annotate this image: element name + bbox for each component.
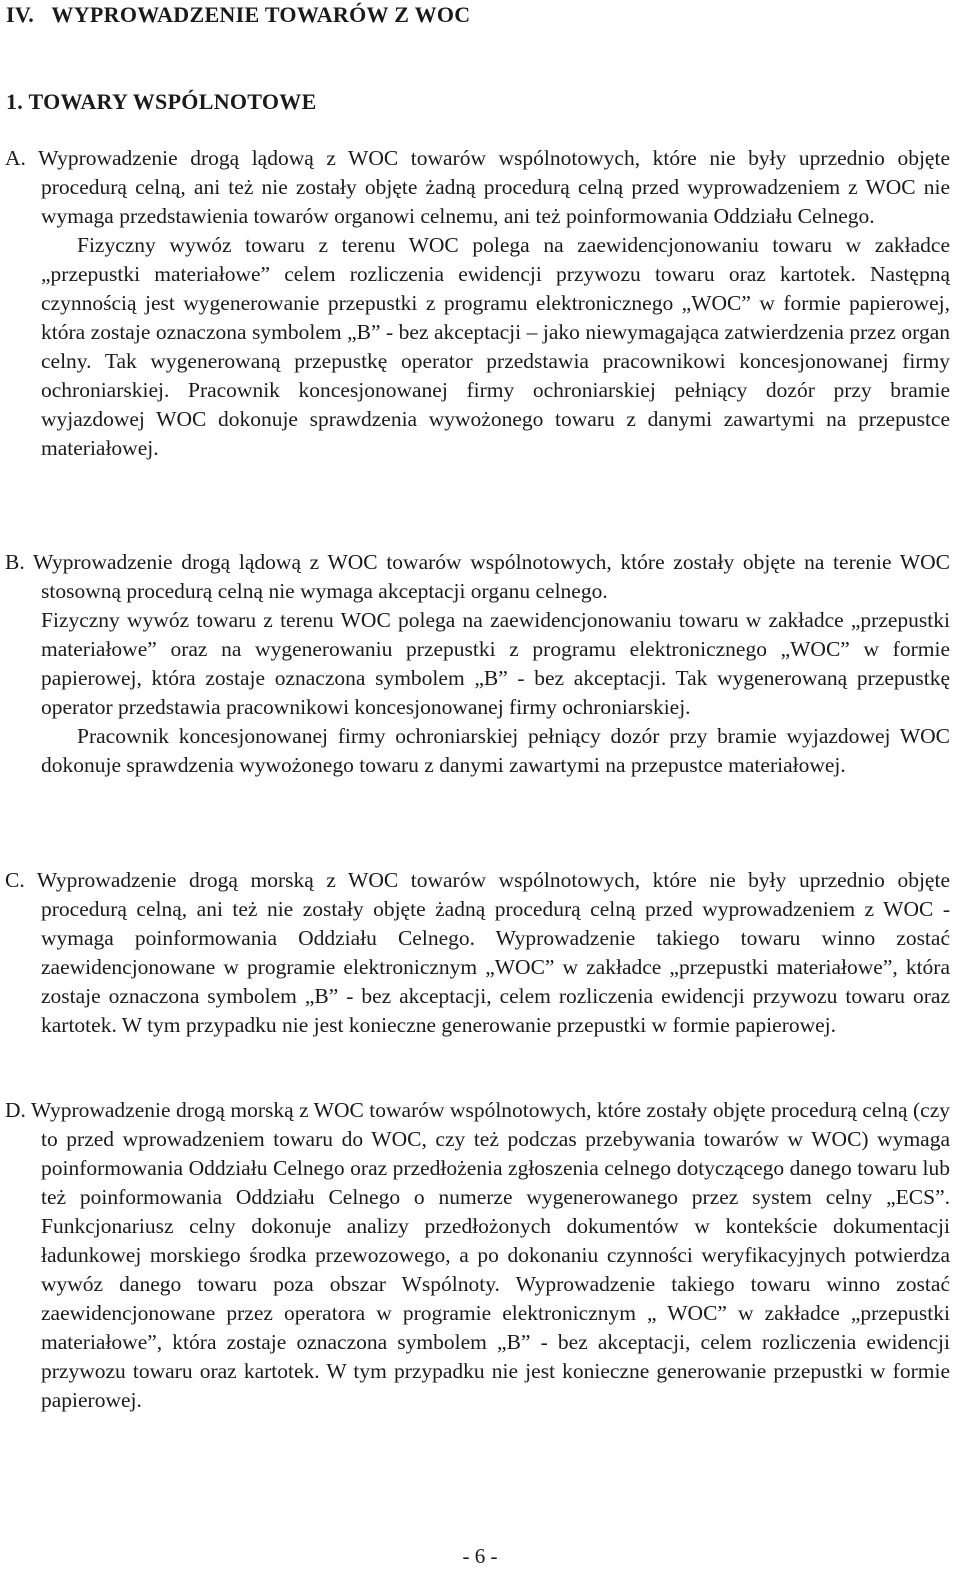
section-c — [0, 866, 950, 1040]
section-c-text: C. Wyprowadzenie drogą morską z WOC towarów wspólnotowych, które nie były uprzednio objęte procedurą celną, ani też nie zostały objęte żadną procedurą celną przed wyprowadzeniem z WOC - wymaga poinformowania Oddziału Celnego. Wyprowadzenie takiego towaru winno zostać zaewidencjonowane w programie elektronicznym „WOC” w zakładce „przepustki materiałowe”, która zostaje oznaczona symbolem „B” - bez akceptacji, celem rozliczenia ewidencji przywozu towaru oraz kartotek. W tym przypadku nie jest konieczne generowanie przepustki w formie papierowej. — [5, 868, 950, 1037]
section-a-body: Fizyczny wywóz towaru z terenu WOC polega na zaewidencjonowaniu towaru w zakładce „przepustki materiałowe” celem rozliczenia ewidencji przywozu towaru oraz kartotek. Następną czynnością jest wygenerowanie przepustki z programu elektronicznego „WOC” w formie papierowej, która zostaje oznaczona symbolem „B” - bez akceptacji – jako niewymagająca zatwierdzenia przez organ celny. Tak wygenerowaną przepustkę operator przedstawia pracownikowi koncesjonowanej firmy ochroniarskiej. Pracownik koncesjonowanej firmy ochroniarskiej pełniący dozór przy bramie wyjazdowej WOC dokonuje sprawdzenia wywożonego towaru z danymi zawartymi na przepustce materiałowej. — [41, 233, 950, 460]
section-a-intro: A. Wyprowadzenie drogą lądową z WOC towarów wspólnotowych, które nie były uprzednio objęte procedurą celną, ani też nie zostały objęte żadną procedurą celną przed wyprowadzeniem z WOC nie wymaga przedstawienia towarów organowi celnemu, ani też poinformowania Oddziału Celnego. — [5, 146, 950, 228]
section-b — [0, 548, 950, 780]
section-a — [0, 144, 950, 463]
section-heading: 1. TOWARY WSPÓLNOTOWE — [6, 89, 317, 114]
section-b-intro: B. Wyprowadzenie drogą lądową z WOC towarów wspólnotowych, które zostały objęte na terenie WOC stosowną procedurą celną nie wymaga akceptacji organu celnego. — [5, 550, 950, 603]
section-b-body: Fizyczny wywóz towaru z terenu WOC polega na zaewidencjonowaniu towaru w zakładce „przepustki materiałowe” oraz na wygenerowaniu przepustki z programu elektronicznego „WOC” w formie papierowej, która zostaje oznaczona symbolem „B” - bez akceptacji. Tak wygenerowaną przepustkę operator przedstawia pracownikowi koncesjonowanej firmy ochroniarskiej. — [41, 608, 950, 719]
page-number: - 6 - — [462, 1544, 498, 1568]
section-b-body-2: Pracownik koncesjonowanej firmy ochroniarskiej pełniący dozór przy bramie wyjazdowej WOC dokonuje sprawdzenia wywożonego towaru z danymi zawartymi na przepustce materiałowej. — [41, 724, 950, 777]
chapter-heading: IV. WYPROWADZENIE TOWARÓW Z WOC — [6, 2, 471, 27]
section-d — [0, 1096, 950, 1415]
section-d-text: D. Wyprowadzenie drogą morską z WOC towarów wspólnotowych, które zostały objęte procedurą celną (czy to przed wprowadzeniem towaru do WOC, czy też podczas przebywania towarów w WOC) wymaga poinformowania Oddziału Celnego oraz przedłożenia zgłoszenia celnego dotyczącego danego towaru lub też poinformowania Oddziału Celnego o numerze wygenerowanego przez system celny „ECS”. Funkcjonariusz celny dokonuje analizy przedłożonych dokumentów w kontekście dokumentacji ładunkowej morskiego środka przewozowego, a po dokonaniu czynności weryfikacyjnych potwierdza wywóz danego towaru poza obszar Wspólnoty. Wyprowadzenie takiego towaru winno zostać zaewidencjonowane przez operatora w programie elektronicznym „ WOC” w zakładce „przepustki materiałowe”, która zostaje oznaczona symbolem „B” - bez akceptacji, celem rozliczenia ewidencji przywozu towaru oraz kartotek. W tym przypadku nie jest konieczne generowanie przepustki w formie papierowej. — [5, 1098, 950, 1412]
